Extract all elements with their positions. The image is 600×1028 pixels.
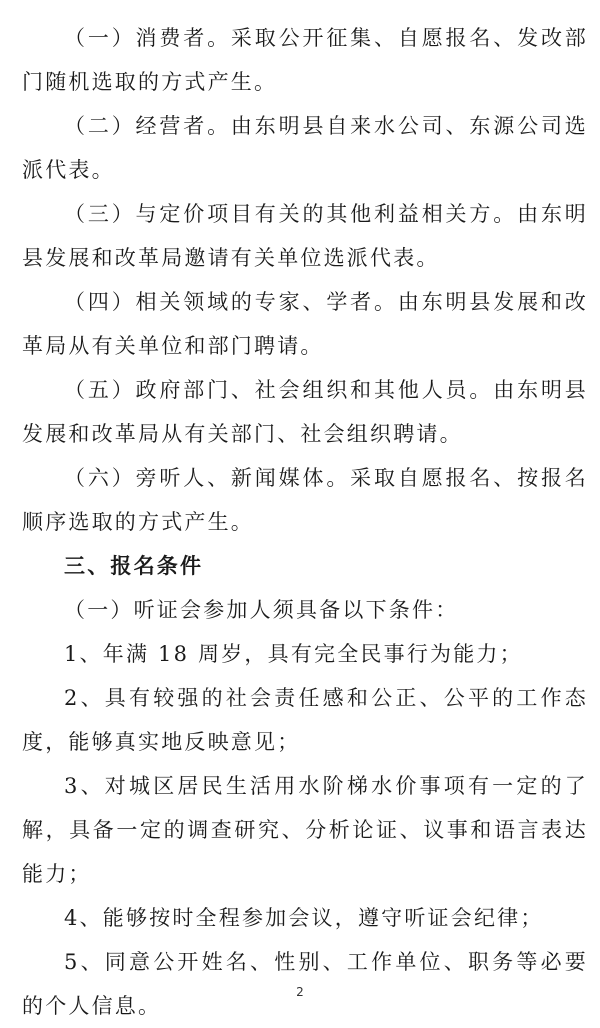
paragraph-operators: （二）经营者。由东明县自来水公司、东源公司选派代表。 xyxy=(22,114,588,182)
paragraph-conditions-intro: （一）听证会参加人须具备以下条件： xyxy=(64,598,459,622)
list-item-condition-1: 1、年满 18 周岁，具有完全民事行为能力； xyxy=(64,642,523,666)
section-heading-registration: 三、报名条件 xyxy=(64,554,204,578)
list-item-condition-4: 4、能够按时全程参加会议，遵守听证会纪律； xyxy=(64,906,544,930)
list-item-condition-5: 5、同意公开姓名、性别、工作单位、职务等必要的个人信息。 xyxy=(22,950,588,1018)
list-item-condition-3: 3、对城区居民生活用水阶梯水价事项有一定的了解，具备一定的调查研究、分析论证、议事和语言表达能力； xyxy=(22,774,588,886)
paragraph-government: （五）政府部门、社会组织和其他人员。由东明县发展和改革局从有关部门、社会组织聘请。 xyxy=(22,378,588,446)
paragraph-experts: （四）相关领域的专家、学者。由东明县发展和改革局从有关单位和部门聘请。 xyxy=(22,290,588,358)
paragraph-stakeholders: （三）与定价项目有关的其他利益相关方。由东明县发展和改革局邀请有关单位选派代表。 xyxy=(22,202,588,270)
paragraph-consumers: （一）消费者。采取公开征集、自愿报名、发改部门随机选取的方式产生。 xyxy=(22,26,588,94)
paragraph-observers: （六）旁听人、新闻媒体。采取自愿报名、按报名顺序选取的方式产生。 xyxy=(22,466,588,534)
list-item-condition-2: 2、具有较强的社会责任感和公正、公平的工作态度，能够真实地反映意见； xyxy=(22,686,588,754)
document-body xyxy=(22,16,588,1028)
page-number: 2 xyxy=(296,985,304,999)
